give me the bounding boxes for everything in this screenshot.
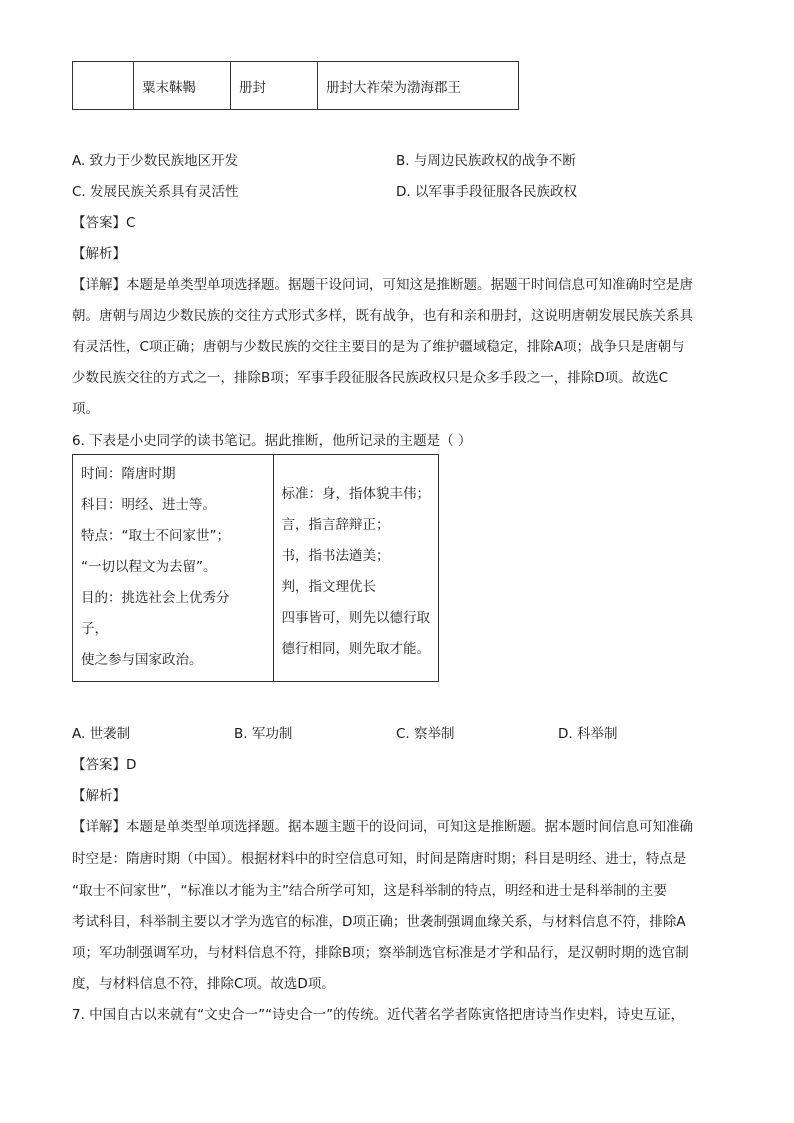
q6-detail-line-3: “取士不问家世”，“标准以才能为主”结合所学可知，这是科举制的特点，明经和进士是科举制的主要 — [72, 883, 667, 899]
q6-right-line: 言，指言辞辩正； — [281, 517, 390, 533]
q6-option-c: C. 察举制 — [396, 726, 455, 742]
q6-left-line: 科目：明经、进士等。 — [81, 497, 216, 513]
q6-detail-line-1: 【详解】本题是单类型单项选择题。据本题主题干的设问词，可知这是推断题。据本题时间信息可知准确 — [72, 819, 693, 835]
q6-left-line: 使之参与国家政治。 — [81, 652, 203, 668]
q6-option-b: B. 军功制 — [234, 726, 293, 742]
q6-answer: 【答案】D — [72, 757, 137, 773]
q6-left-line: “一切以程文为去留”。 — [81, 559, 217, 575]
q5-analysis-label: 【解析】 — [72, 246, 126, 262]
q5-detail-line-2: 朝。唐朝与周边少数民族的交往方式形式多样，既有战争，也有和亲和册封，这说明唐朝发展民族关系具 — [72, 308, 693, 324]
q6-left-line: 目的：挑选社会上优秀分 — [81, 590, 230, 606]
q5-detail-line-5: 项。 — [72, 401, 99, 417]
q6-left-line: 时间：隋唐时期 — [81, 466, 176, 482]
top-table-cell-tribe: 粟末靺鞨 — [134, 62, 231, 110]
q6-right-line: 四事皆可，则先以德行取 — [281, 610, 430, 626]
q6-detail-line-5: 项；军功制强调军功，与材料信息不符，排除B项；察举制选官标准是才学和品行，是汉朝时期的选官制 — [72, 945, 689, 961]
q5-option-d: D. 以军事手段征服各民族政权 — [396, 184, 577, 200]
q5-detail-line-3: 有灵活性，C项正确；唐朝与少数民族的交往主要目的是为了维护疆域稳定，排除A项；战争只是唐朝与 — [72, 339, 685, 355]
q5-answer: 【答案】C — [72, 215, 136, 231]
q6-right-line: 书，指书法遒美； — [281, 548, 390, 564]
q6-option-d: D. 科举制 — [558, 726, 618, 742]
top-table-cell-method: 册封 — [231, 62, 318, 110]
q6-notes-table — [72, 454, 439, 682]
q6-right-line: 标准：身，指体貌丰伟； — [281, 486, 430, 502]
q5-detail-line-4: 少数民族交往的方式之一，排除B项；军事手段征服各民族政权只是众多手段之一，排除D项。故选C — [72, 370, 669, 386]
top-table-cell-event: 册封大祚荣为渤海郡王 — [318, 62, 519, 110]
top-table-cell-empty — [73, 62, 134, 110]
q5-option-b: B. 与周边民族政权的战争不断 — [396, 153, 576, 169]
q6-right-line: 判，指文理优长 — [281, 579, 376, 595]
q6-notes-right — [273, 455, 439, 682]
q6-detail-line-4: 考试科目，科举制主要以才学为选官的标准，D项正确；世袭制强调血缘关系，与材料信息不符，排除A — [72, 914, 686, 930]
top-table — [72, 61, 519, 110]
q6-right-line: 德行相同，则先取才能。 — [281, 641, 430, 657]
q6-notes-left — [73, 455, 274, 682]
q6-option-a: A. 世袭制 — [72, 726, 131, 742]
q6-analysis-label: 【解析】 — [72, 788, 126, 804]
q5-detail-line-1: 【详解】本题是单类型单项选择题。据题干设问词，可知这是推断题。据题干时间信息可知准确时空是唐 — [72, 277, 693, 293]
q6-detail-line-2: 时空是：隋唐时期（中国）。根据材料中的时空信息可知，时间是隋唐时期；科目是明经、进士，特点是 — [72, 851, 687, 867]
q6-stem: 6. 下表是小史同学的读书笔记。据此推断，他所记录的主题是（ ） — [72, 433, 472, 449]
q7-stem: 7. 中国自古以来就有“文史合一”“诗史合一”的传统。近代著名学者陈寅恪把唐诗当作史料，诗史互证， — [72, 1007, 685, 1023]
q6-left-line: 子， — [81, 621, 108, 637]
q5-option-c: C. 发展民族关系具有灵活性 — [72, 184, 239, 200]
q5-option-a: A. 致力于少数民族地区开发 — [72, 153, 239, 169]
q6-detail-line-6: 度，与材料信息不符，排除C项。故选D项。 — [72, 976, 335, 992]
q6-left-line: 特点：“取士不问家世”； — [81, 528, 230, 544]
